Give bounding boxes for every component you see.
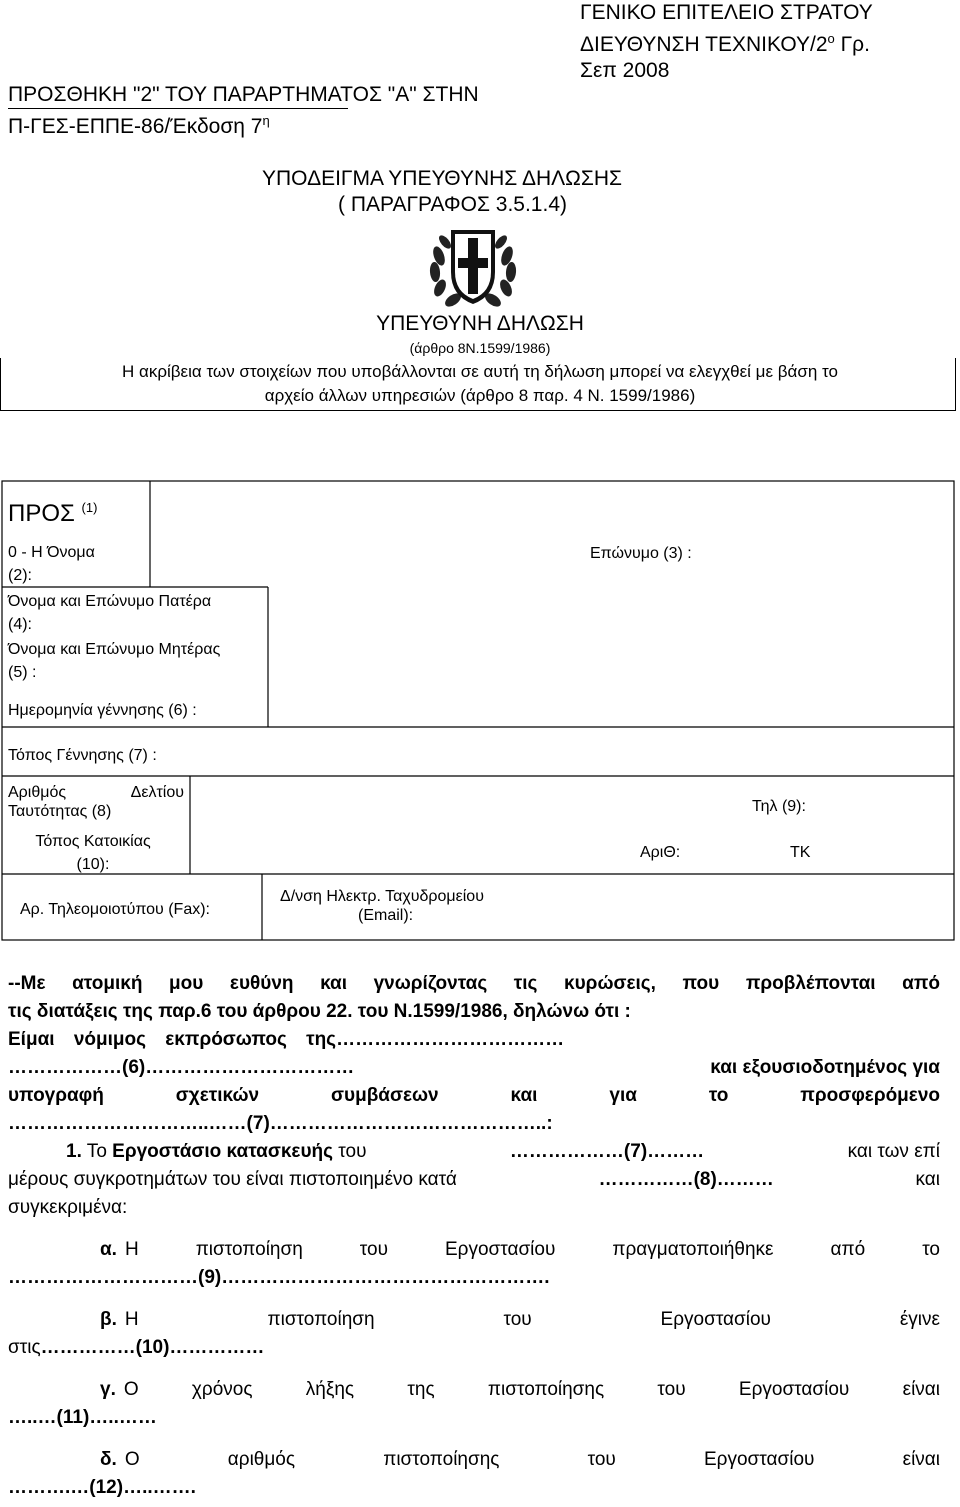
item-1-line-2-b: ……………(8)……… [598,1169,774,1190]
body-line-2: τις διατάξεις της παρ.6 του άρθρου 22. του Ν.1599/1986, δηλώνω ότι : [8,1001,631,1022]
item-b-line-2-a: στις [8,1337,41,1358]
phone-label: Τηλ (9): [752,798,806,815]
item-a-line-1 [8,1236,940,1264]
header-date: Σεπ 2008 [580,59,670,82]
item-a-letter: α. [100,1239,117,1260]
item-1-a: Το [86,1141,107,1162]
item-b-letter: β. [100,1309,117,1330]
item-a-line-2: …………………………(9)……………………………………………. [8,1267,550,1288]
to-label-text: ΠΡΟΣ [8,500,75,527]
item-1-line-1 [8,1138,940,1166]
item-c-text: Ο χρόνος λήξης της πιστοποίησης του Εργοστασίου είναι [123,1379,940,1400]
street-number-label: ΑριΘ: [640,844,681,861]
surname-label: Επώνυμο (3) : [590,545,692,562]
item-d-line-2: ……….…(12)…..……. [8,1477,196,1498]
id-card-label-word-1: Αριθμός [8,784,67,801]
template-title-line-2: ( ΠΑΡΑΓΡΑΦΟΣ 3.5.1.4) [338,193,567,216]
item-1-line-3: συγκεκριμένα: [8,1197,128,1218]
postcode-label: ΤΚ [790,844,811,861]
annex-line-2-sup: η [262,113,270,128]
declaration-note-line-1: Η ακρίβεια των στοιχείων που υποβάλλονται σε αυτή τη δήλωση μπορεί να ελεγχθεί με βάση το [122,362,838,381]
father-name-label-text: Όνομα και Επώνυμο Πατέρα [8,593,212,610]
to-label-sup: (1) [81,500,98,515]
item-1-number: 1. [66,1141,82,1162]
item-b-line-1 [8,1306,940,1334]
org-line-2-end: Γρ. [834,33,870,56]
name-label [8,543,95,585]
body-line-4-a: ………………(6)…………………………… [8,1057,355,1078]
item-c-line-2: …..…(11)…..…… [8,1407,157,1428]
item-a-text: Η πιστοποίηση του Εργοστασίου πραγματοποιήθηκε από το [124,1239,940,1260]
declaration-title: ΥΠΕΥΘΥΝΗ ΔΗΛΩΣΗ [376,312,584,335]
body-line-1: --Με ατομική μου ευθύνη και γνωρίζοντας τις κυρώσεις, που προβλέπονται από [8,973,940,994]
declaration-body [8,970,940,1502]
id-card-label-line-2: Ταυτότητας (8) [8,803,112,820]
body-line-3: Είμαι νόμιμος εκπρόσωπος της……………………………… [8,1029,565,1050]
mother-name-label [8,640,220,682]
item-b-line-2-b: ……………(10)…………… [40,1337,265,1358]
name-label-text: 0 - Η Όνομα [8,544,95,561]
item-d-text: Ο αριθμός πιστοποίησης του Εργοστασίου είναι [124,1449,940,1470]
body-line-6: …………………………..……(7)……………………………………..: [8,1113,553,1134]
item-1-factory: Εργοστάσιο κατασκευής [112,1141,333,1162]
template-title-line-1: ΥΠΟΔΕΙΓΜΑ ΥΠΕΥΘΥΝΗΣ ΔΗΛΩΣΗΣ [262,167,623,190]
body-line-4 [8,1054,940,1082]
mother-name-label-num: (5) : [8,664,37,681]
item-c-line-1 [8,1376,940,1404]
id-card-label-line-1 [8,783,184,802]
residence-label-line-2: (10): [76,856,110,873]
item-1-line-2-a: μέρους συγκροτημάτων του είναι πιστοποιημένο κατά [8,1169,457,1190]
item-1-line-2 [8,1166,940,1194]
date-of-birth-label: Ημερομηνία γέννησης (6) : [8,702,197,719]
item-1-d: ………………(7)……… [509,1141,705,1162]
body-line-5: υπογραφή σχετικών συμβάσεων και για το προσφερόμενο [8,1085,940,1106]
item-1-c: του [338,1141,367,1162]
residence-label-line-1: Τόπος Κατοικίας [35,833,151,850]
org-line-2-text: ΔΙΕΥΘΥΝΣΗ ΤΕΧΝΙΚΟΥ/2 [580,33,828,56]
item-1-e: και των επί [847,1141,940,1162]
item-1-line-2-c: και [915,1169,940,1190]
declaration-note-line-2: αρχείο άλλων υπηρεσιών (άρθρο 8 παρ. 4 Ν. 1599/1986) [264,386,696,405]
id-card-label-word-2: Δελτίου [130,784,184,801]
item-d-letter: δ. [100,1449,117,1470]
item-b-text: Η πιστοποίηση του Εργοστασίου έγινε [124,1309,940,1330]
annex-line-2-text: Π-ΓΕΣ-ΕΠΠΕ-86/Έκδοση 7 [8,115,263,138]
father-name-label-num: (4): [8,616,32,633]
email-label-line-1: Δ/νση Ηλεκτρ. Ταχυδρομείου [280,888,484,905]
name-label-num: (2): [8,567,32,584]
item-c-letter: γ. [100,1379,116,1400]
to-label [8,500,97,528]
residence-label [26,832,160,874]
body-line-4-b: και εξουσιοδοτημένος για [710,1057,940,1078]
email-label-line-2: (Email): [358,907,414,924]
item-d-line-1 [8,1446,940,1474]
org-line-2-sup: ο [827,31,835,46]
annex-line-1: ΠΡΟΣΘΗΚΗ "2" ΤΟΥ ΠΑΡΑΡΤΗΜΑΤΟΣ "Α" ΣΤΗΝ [8,83,479,106]
item-b-line-2 [8,1334,940,1362]
id-card-label [8,783,186,821]
father-name-label [8,592,211,634]
mother-name-label-text: Όνομα και Επώνυμο Μητέρας [8,641,221,658]
place-of-birth-label: Τόπος Γέννησης (7) : [8,747,157,764]
fax-label: Αρ. Τηλεομοιοτύπου (Fax): [20,901,210,918]
declaration-subtitle: (άρθρο 8Ν.1599/1986) [409,340,551,356]
item-1-lead [8,1138,366,1166]
org-line-1: ΓΕΝΙΚΟ ΕΠΙΤΕΛΕΙΟ ΣΤΡΑΤΟΥ [580,1,873,24]
email-label [280,887,484,925]
